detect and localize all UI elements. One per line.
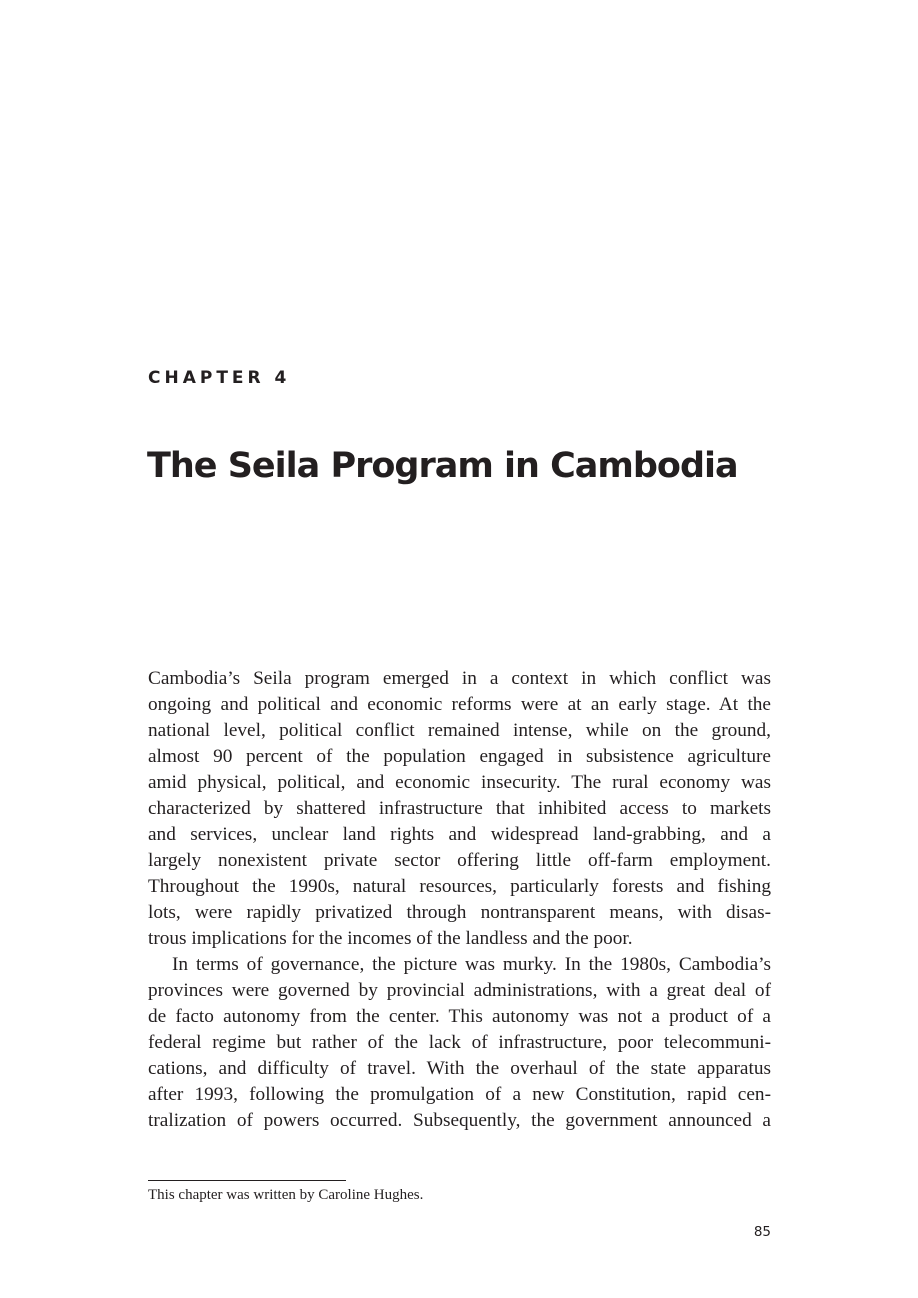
body-line: trous implications for the incomes of the landless and the poor.	[148, 928, 633, 949]
chapter-label: CHAPTER 4	[148, 368, 291, 388]
body-line: amid physical, political, and economic insecurity. The rural economy was	[148, 772, 771, 793]
body-line: provinces were governed by provincial administrations, with a great deal of	[148, 980, 771, 1001]
body-line: almost 90 percent of the population engaged in subsistence agriculture	[148, 746, 771, 767]
body-line: cations, and difficulty of travel. With the overhaul of the state apparatus	[148, 1058, 771, 1079]
body-line: de facto autonomy from the center. This autonomy was not a product of a	[148, 1006, 771, 1027]
body-line: national level, political conflict remained intense, while on the ground,	[148, 720, 771, 741]
body-line: federal regime but rather of the lack of infrastructure, poor telecommuni-	[148, 1032, 771, 1053]
body-text	[148, 666, 771, 1134]
body-line: largely nonexistent private sector offering little off-farm employment.	[148, 850, 771, 871]
body-line: Throughout the 1990s, natural resources, particularly forests and fishing	[148, 876, 771, 897]
page-number: 85	[753, 1224, 771, 1240]
body-line: Cambodia’s Seila program emerged in a context in which conflict was	[148, 668, 771, 689]
chapter-title: The Seila Program in Cambodia	[147, 446, 738, 486]
body-line: characterized by shattered infrastructure that inhibited access to markets	[148, 798, 771, 819]
footnote: This chapter was written by Caroline Hughes.	[148, 1187, 424, 1203]
body-line: ongoing and political and economic reforms were at an early stage. At the	[148, 694, 771, 715]
body-line: and services, unclear land rights and widespread land-grabbing, and a	[148, 824, 771, 845]
body-line: tralization of powers occurred. Subsequently, the government announced a	[148, 1110, 771, 1131]
body-line: after 1993, following the promulgation of a new Constitution, rapid cen-	[148, 1084, 771, 1105]
body-line: In terms of governance, the picture was murky. In the 1980s, Cambodia’s	[172, 954, 771, 975]
body-line: lots, were rapidly privatized through nontransparent means, with disas-	[148, 902, 771, 923]
footnote-rule	[148, 1180, 346, 1181]
